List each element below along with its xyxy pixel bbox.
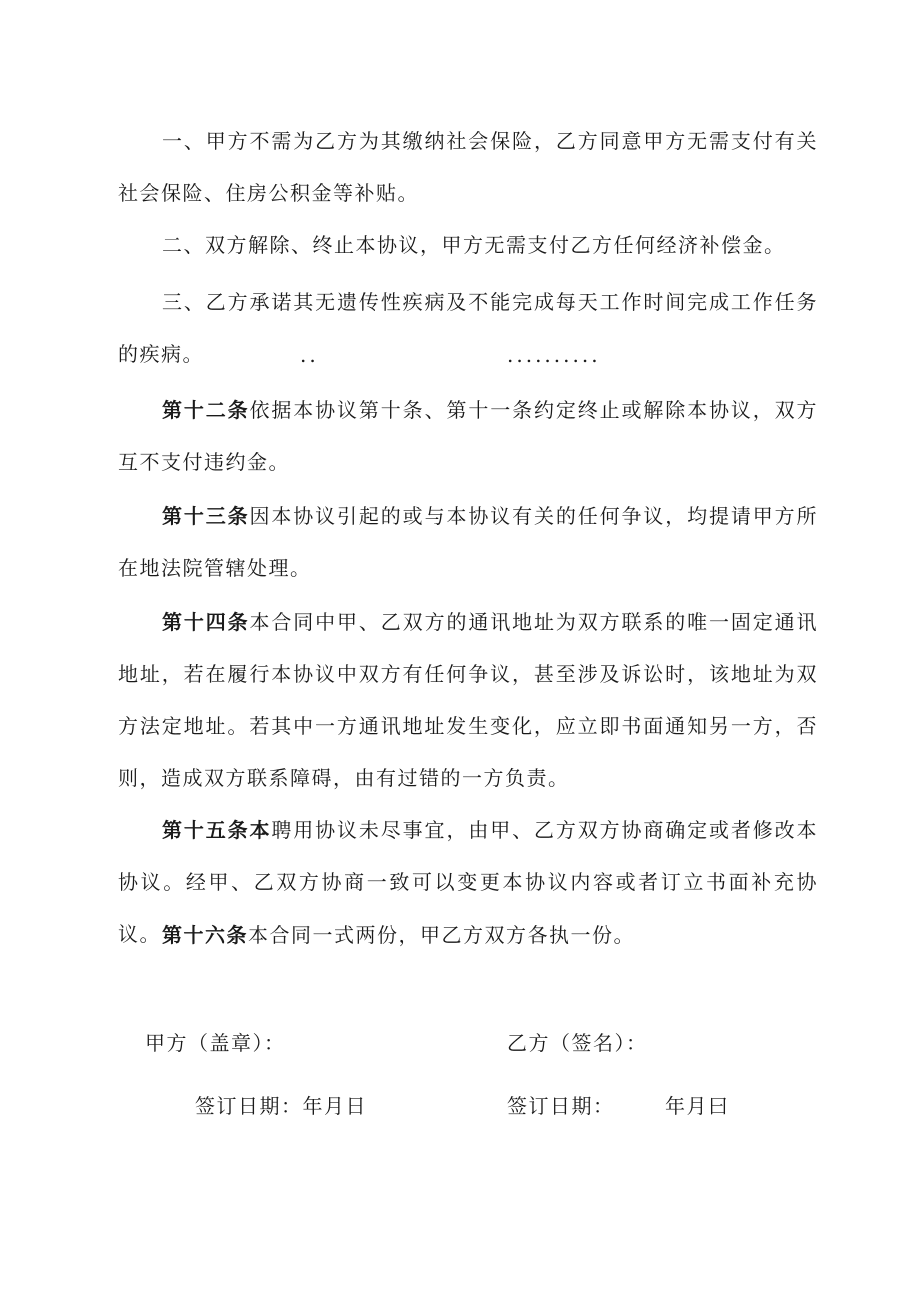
clause-item-3 — [118, 276, 818, 380]
party-b-date-label: 签订日期： — [507, 1094, 615, 1118]
article-15-heading: 第十五条本 — [162, 818, 272, 842]
article-13-text: 因本协议引起的或与本协议有关的任何争议，均提请甲方所在地法院管辖处理。 — [118, 504, 819, 580]
clause-item-1 — [118, 115, 818, 219]
article-13 — [118, 490, 818, 594]
article-16 — [118, 909, 818, 961]
article-14-text: 本合同中甲、乙双方的通讯地址为双方联系的唯一固定通讯地址，若在履行本协议中双方有任何争议，甚至涉及诉讼时，该地址为双方法定地址。若其中一方通讯地址发生变化，应立即书面通知另一方，否则，造成双方联系障碍，由有过错的一方负责。 — [118, 610, 819, 790]
dots-a: .. — [300, 343, 319, 367]
article-14 — [118, 596, 818, 804]
article-15-text: 聘用协议未尽事宜，由甲、乙方双方协商确定或者修改本协议。经甲、乙双方协商一致可以变更本协议内容或者订立书面补充协议。 — [118, 818, 819, 946]
clause-item-1-text: 一、甲方不需为乙方为其缴纳社会保险，乙方同意甲方无需支付有关社会保险、住房公积金等补贴。 — [118, 129, 818, 205]
article-14-heading: 第十四条 — [162, 610, 250, 634]
clause-item-3-text: 三、乙方承诺其无遗传性疾病及不能完成每天工作时间完成工作任务的疾病。 — [118, 290, 818, 366]
clause-item-2 — [118, 219, 818, 271]
dots-b: .......... — [507, 343, 601, 367]
article-16-heading: 第十六条 — [162, 923, 248, 947]
party-a-date: 签订日期：年月日 — [195, 1094, 367, 1118]
party-b-date-value: 年月曰 — [665, 1094, 730, 1118]
article-12 — [118, 384, 818, 488]
party-b-label: 乙方（签名）： — [507, 1031, 648, 1055]
article-12-heading: 第十二条 — [162, 398, 250, 422]
article-12-text: 依据本协议第十条、第十一条约定终止或解除本协议，双方互不支付违约金。 — [118, 398, 819, 474]
article-16-text: 本合同一式两份，甲乙方双方各执一份。 — [248, 923, 635, 947]
article-13-heading: 第十三条 — [162, 504, 250, 528]
clause-item-2-text: 二、双方解除、终止本协议，甲方无需支付乙方任何经济补偿金。 — [162, 233, 786, 257]
party-a-label: 甲方（盖章）： — [145, 1031, 286, 1055]
